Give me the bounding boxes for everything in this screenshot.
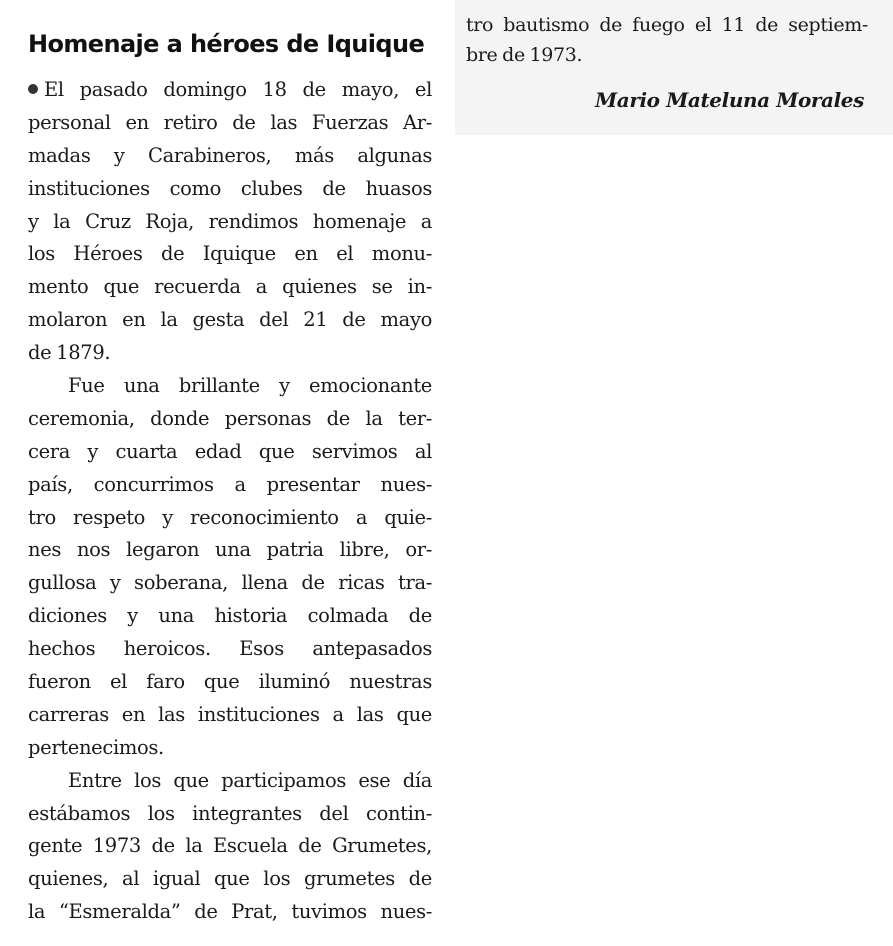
paragraph-line: molaron en la gesta del 21 de mayo [28,308,432,332]
right-column [466,10,868,70]
bullet-icon [28,84,38,94]
paragraph-line: tro respeto y reconocimiento a quie- [28,505,432,529]
right-column-background [440,0,893,946]
paragraph-line: bre de 1973. [466,44,583,66]
paragraph-line: gullosa y soberana, llena de ricas tra- [28,571,432,595]
paragraph-line: fueron el faro que iluminó nuestras [28,670,432,694]
paragraph-line: gente 1973 de la Escuela de Grumetes, [28,834,432,858]
paragraph-line: madas y Carabineros, más algunas [28,143,432,167]
paragraph-line: quienes, al igual que los grumetes de [28,867,432,891]
paragraph-line: Fue una brillante y emocionante [68,374,432,398]
paragraph-line: Entre los que participamos ese día [68,768,432,792]
author-signature: Mario Mateluna Morales [595,88,864,112]
paragraph-line: cera y cuarta edad que servimos al [28,439,432,463]
paragraph-line: tro bautismo de fuego el 11 de septiem- [466,14,868,36]
paragraph-line: pertenecimos. [28,735,164,759]
paragraph-line: nes nos legaron una patria libre, or- [28,538,432,562]
article-headline: Homenaje a héroes de Iquique [28,30,425,58]
left-column [28,74,432,929]
paragraph-line: estábamos los integrantes del contin- [28,801,432,825]
paragraph-line: los Héroes de Iquique en el monu- [28,242,432,266]
paragraph-line: instituciones como clubes de huasos [28,176,432,200]
paragraph-line: y la Cruz Roja, rendimos homenaje a [28,209,432,233]
paragraph-line: carreras en las instituciones a las que [28,702,432,726]
paragraph-line: de 1879. [28,341,111,365]
paragraph-line: la “Esmeralda” de Prat, tuvimos nues- [28,900,432,924]
paragraph-line: ceremonia, donde personas de la ter- [28,406,432,430]
paragraph-line: El pasado domingo 18 de mayo, el [28,74,432,107]
paragraph-line: personal en retiro de las Fuerzas Ar- [28,110,432,134]
paragraph-line: mento que recuerda a quienes se in- [28,275,432,299]
paragraph-line: diciones y una historia colmada de [28,604,432,628]
paragraph-line: hechos heroicos. Esos antepasados [28,637,432,661]
paragraph-line: país, concurrimos a presentar nues- [28,472,432,496]
